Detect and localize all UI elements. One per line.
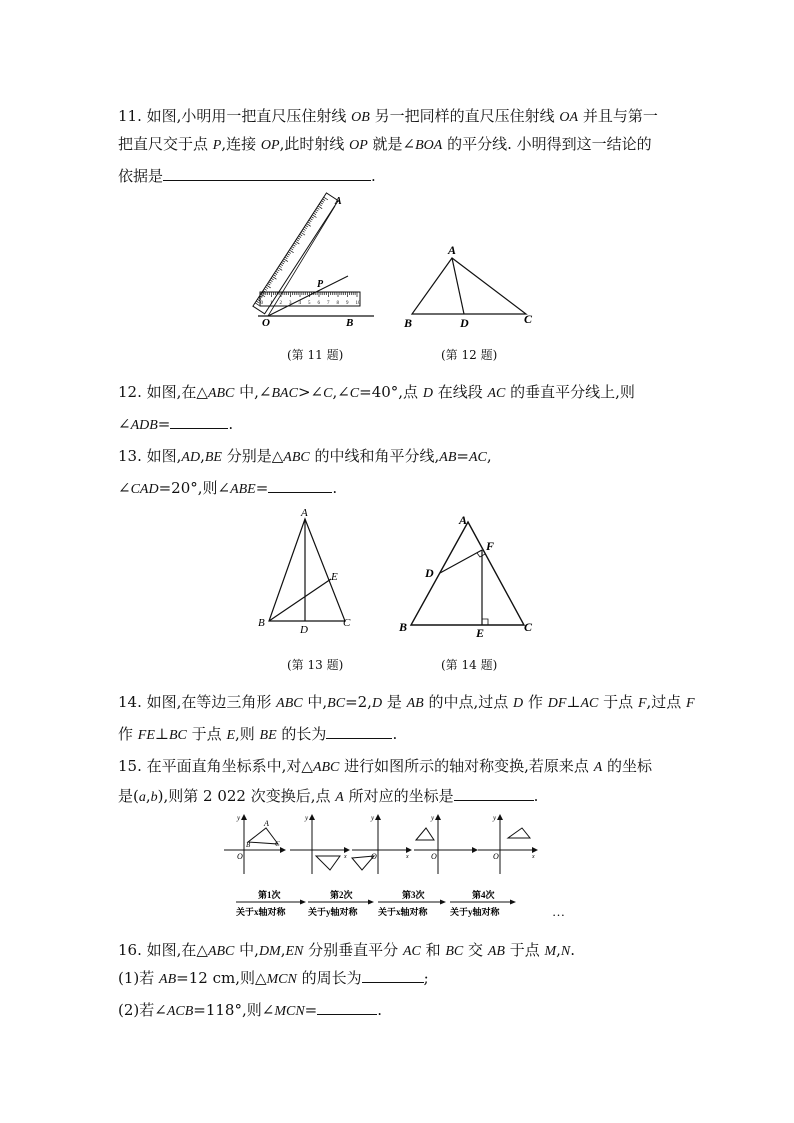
fig15-step-4-n: 第4次	[472, 890, 495, 900]
caption-12: (第 12 题)	[441, 348, 498, 362]
fig11-ruler-number: 3	[289, 301, 292, 306]
q16-line-2: (1)若 AB=12 cm,则△MCN 的周长为 ;	[118, 969, 429, 987]
fig11-label-o: O	[262, 317, 270, 329]
caption-11: (第 11 题)	[287, 348, 344, 362]
fig15-panel-3	[414, 814, 478, 874]
fig15-panel-2	[352, 814, 412, 874]
fig11-ruler-number: 4	[298, 301, 301, 306]
fig12-label-c: C	[524, 312, 533, 326]
fig15-o2: O	[371, 852, 377, 861]
q13-line-1: 13. 如图,AD,BE 分别是△ABC 的中线和角平分线,AB=AC,	[118, 447, 492, 465]
fig13-label-e: E	[331, 571, 338, 583]
fig15-step-2-t: 关于y轴对称	[308, 907, 358, 917]
fig15-panel-1	[290, 814, 350, 874]
fig15-label-c: C	[275, 840, 280, 848]
q11-line-1: 11. 如图,小明用一把直尺压住射线 OB 另一把同样的直尺压住射线 OA 并且与第一	[118, 107, 658, 125]
fig15-y4: y	[493, 814, 497, 822]
q15-line-2: 是(a,b),则第 2 022 次变换后,点 A 所对应的坐标是 .	[118, 787, 539, 805]
fig15-label-a: A	[264, 819, 269, 828]
fig15-step-3-n: 第3次	[402, 890, 425, 900]
fig12-label-b: B	[404, 316, 413, 330]
q14-line-1: 14. 如图,在等边三角形 ABC 中,BC=2,D 是 AB 的中点,过点 D 作 DF⊥AC 于点 F,过点 F	[118, 693, 695, 711]
q11-answer-blank[interactable]	[163, 166, 371, 181]
q16-line-1: 16. 如图,在△ABC 中,DM,EN 分别垂直平分 AC 和 BC 交 AB 于点 M,N.	[118, 941, 576, 959]
fig15-panel-4	[478, 814, 538, 874]
fig11-label-a: A	[335, 196, 342, 207]
fig15-y3: y	[431, 814, 435, 822]
fig14-label-f: F	[486, 539, 495, 553]
fig11-ruler-number: 6	[317, 301, 320, 306]
q16-line-3: (2)若∠ACB=118°,则∠MCN= .	[118, 1001, 383, 1019]
fig13-label-b: B	[258, 617, 265, 629]
fig14-label-a: A	[459, 513, 468, 527]
fig11-ruler-number: 1	[270, 301, 273, 306]
figure-11	[250, 190, 380, 335]
q12-line-2: ∠ADB= .	[118, 415, 234, 433]
fig15-x1: x	[344, 854, 347, 860]
figure-15	[220, 812, 580, 924]
fig14-label-b: B	[399, 620, 408, 634]
fig11-label-b: B	[346, 317, 354, 329]
fig11-ruler-number: 8	[336, 301, 339, 306]
fig11-ruler-number: 9	[346, 301, 349, 306]
fig15-panel-0	[224, 814, 286, 874]
fig15-step-2-n: 第2次	[330, 890, 353, 900]
fig13-label-d: D	[300, 624, 308, 636]
figure-14	[395, 508, 540, 640]
q13-line-2: ∠CAD=20°,则∠ABE= .	[118, 479, 338, 497]
q14-answer-blank[interactable]	[326, 724, 392, 739]
fig15-step-1-t: 关于x轴对称	[236, 907, 286, 917]
q15-answer-blank[interactable]	[454, 786, 534, 801]
fig15-o0: O	[237, 852, 243, 861]
fig13-label-a: A	[301, 507, 308, 519]
fig11-ruler-number: 0	[260, 301, 263, 306]
fig11-label-p: P	[317, 279, 324, 290]
fig13-label-c: C	[343, 617, 351, 629]
fig15-ellipsis: …	[552, 904, 565, 919]
q12-line-1: 12. 如图,在△ABC 中,∠BAC>∠C,∠C=40°,点 D 在线段 AC 的垂直平分线上,则	[118, 383, 635, 401]
figure-12	[400, 240, 540, 335]
fig14-label-e: E	[476, 626, 485, 640]
q11-line-3: 依据是 .	[118, 167, 376, 185]
fig15-o4: O	[493, 852, 499, 861]
fig12-label-a: A	[448, 243, 457, 257]
fig15-x4: x	[532, 854, 535, 860]
fig12-label-d: D	[460, 316, 469, 330]
fig15-y2: y	[371, 814, 375, 822]
caption-13: (第 13 题)	[287, 658, 344, 672]
fig11-ruler-number: 10	[355, 301, 361, 306]
fig15-o3: O	[431, 852, 437, 861]
figure-13	[255, 505, 365, 640]
fig15-y1: y	[305, 814, 309, 822]
q16-2-answer-blank[interactable]	[317, 1000, 377, 1015]
fig15-step-1-n: 第1次	[258, 890, 281, 900]
q16-1-answer-blank[interactable]	[362, 968, 424, 983]
fig15-label-b: B	[246, 841, 251, 849]
q12-answer-blank[interactable]	[170, 414, 228, 429]
q11-line-2: 把直尺交于点 P,连接 OP,此时射线 OP 就是∠BOA 的平分线. 小明得到这一结论的	[118, 135, 652, 153]
fig11-ruler-number: 5	[308, 301, 311, 306]
fig11-ruler-number: 2	[279, 301, 282, 306]
fig15-step-3-t: 关于x轴对称	[378, 907, 428, 917]
q14-line-2: 作 FE⊥BC 于点 E,则 BE 的长为 .	[118, 725, 398, 743]
caption-14: (第 14 题)	[441, 658, 498, 672]
fig14-label-c: C	[524, 620, 533, 634]
fig15-step-4-t: 关于y轴对称	[450, 907, 500, 917]
q13-answer-blank[interactable]	[268, 478, 332, 493]
fig15-y0: y	[237, 814, 241, 822]
fig11-ruler-number: 7	[327, 301, 330, 306]
fig15-x2: x	[406, 854, 409, 860]
fig14-label-d: D	[425, 566, 434, 580]
q15-line-1: 15. 在平面直角坐标系中,对△ABC 进行如图所示的轴对称变换,若原来点 A 的坐标	[118, 757, 653, 775]
